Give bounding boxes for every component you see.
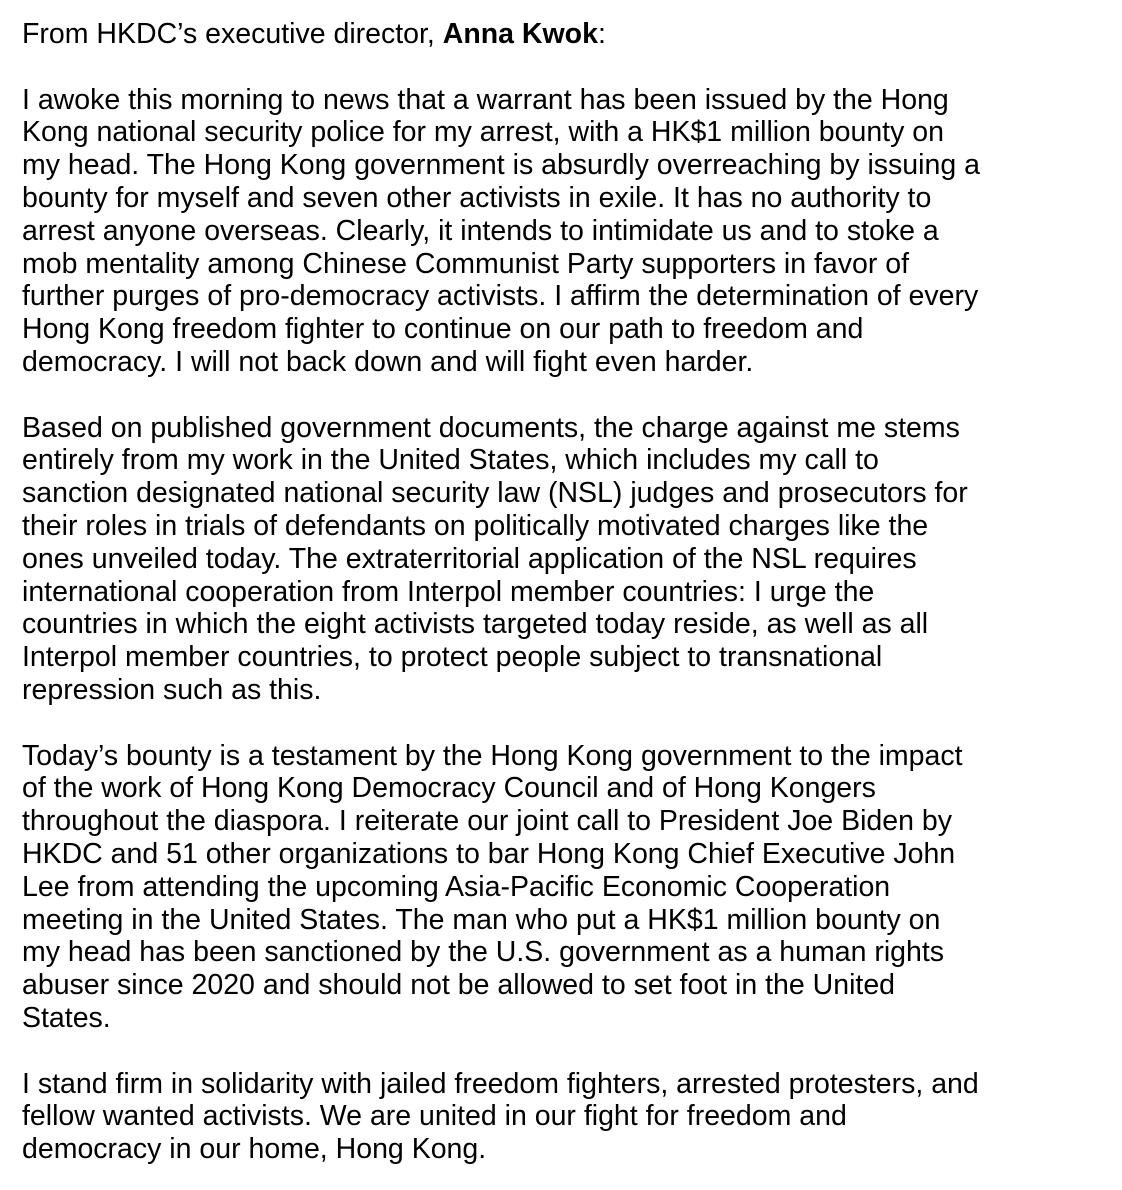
intro-line <box>22 18 1114 51</box>
intro-suffix: : <box>597 18 606 50</box>
paragraph-warrant-response: I awoke this morning to news that a warrant has been issued by the Hong Kong national security police for my arrest, with a HK$1 million bounty on my head. The Hong Kong government is absurdly overreaching by issuing a bounty for myself and seven other activists in exile. It has no authority to arrest anyone overseas. Clearly, it intends to intimidate us and to stoke a mob mentality among Chinese Communist Party supporters in favor of further purges of pro-democracy activists. I affirm the determination of every Hong Kong freedom fighter to continue on our path to freedom and democracy. I will not back down and will fight even harder. <box>22 83 980 378</box>
director-name: Anna Kwok <box>442 18 598 50</box>
paragraph-solidarity: I stand firm in solidarity with jailed freedom fighters, arrested protesters, and fellow wanted activists. We are united in our fight for freedom and democracy in our home, Hong Kong. <box>22 1067 979 1166</box>
paragraph-apec-call: Today’s bounty is a testament by the Hong Kong government to the impact of the work of Hong Kong Democracy Council and of Hong Kongers throughout the diaspora. I reiterate our joint call to President Joe Biden by HKDC and 51 other organizations to bar Hong Kong Chief Executive John Lee from attending the upcoming Asia-Pacific Economic Cooperation meeting in the United States. The man who put a HK$1 million bounty on my head has been sanctioned by the U.S. government as a human rights abuser since 2020 and should not be allowed to set foot in the United States. <box>22 739 963 1034</box>
intro-prefix: From HKDC’s executive director, <box>22 18 443 50</box>
paragraph-charges-basis: Based on published government documents, the charge against me stems entirely from my work in the United States, which includes my call to sanction designated national security law (NSL) judges and prosecutors for their roles in trials of defendants on politically motivated charges like the ones unveiled today. The extraterritorial application of the NSL requires international cooperation from Interpol member countries: I urge the countries in which the eight activists targeted today reside, as well as all Interpol member countries, to protect people subject to transnational repression such as this. <box>22 411 968 706</box>
statement-document <box>22 18 1114 1166</box>
